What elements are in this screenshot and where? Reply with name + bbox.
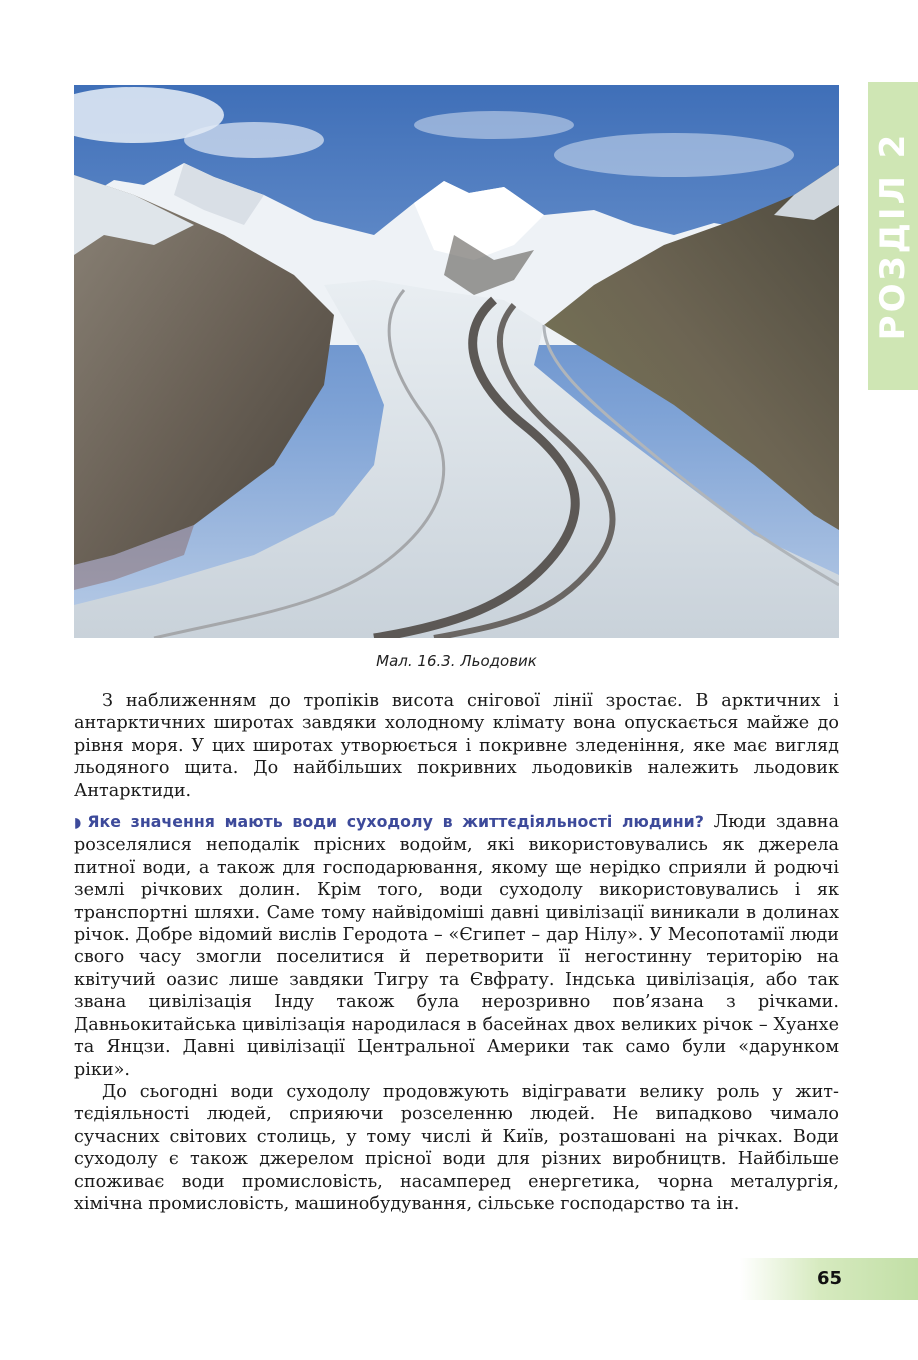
paragraph-2-body: Люди здавна розселялися неподалік прісних водойм, які використовувались як джерела питної води, а також для господарювання, якому ще нерідко сприяли й родючі землі річкових долин. Крім того, води суходолу використовувались і як транспортні шляхи. Саме тому найвідоміші давні цивілізації виникали в долинах річок. Добре відомий вислів Геродота – «Єгипет – дар Нілу». У Месопотамії люди свого часу змогли поселитися й перетворити її негостинну територію на квітучий оазис лише завдяки Тигру та Євфрату. Індська цивілізація, або так звана цивілізація Інду також була нерозривно пов’язана з річками. Давньокитайська цивілізація народилася в басейнах двох великих річок – Хуанхе та Янцзи. Давні цивілізації Центральної Америки так само були «дарунком ріки». — [74, 812, 839, 1080]
page-footer — [740, 1258, 918, 1300]
page-number: 65 — [816, 1268, 842, 1289]
paragraph-2 — [74, 811, 839, 1081]
paragraph-1: З наближенням до тропіків висота снігової лінії зростає. В арктичних і антарктичних широтах завдяки холодному клімату вона опускається майже до рівня моря. У цих широтах утворюється і покривне зледеніння, яке має вигляд льодяного щита. До найбільших покривних льодовиків належить льодовик Антарктиди. — [74, 691, 839, 801]
body-text — [74, 690, 839, 1215]
glacier-illustration — [74, 85, 839, 638]
figure-caption: Мал. 16.3. Льодовик — [376, 652, 537, 670]
section-tab-label: РОЗДІЛ 2 — [873, 131, 913, 341]
glacier-photo — [74, 85, 839, 638]
question-heading: Яке значення мають води суходолу в життєдіяльності людини? — [87, 812, 704, 832]
section-tab — [868, 82, 918, 390]
paragraph-3: До сьогодні води суходолу продовжують відігравати велику роль у життєдіяльності людей, сприяючи розселенню людей. Не випадково чимало сучасних світових столиць, у тому числі й Київ, розташовані на річках. Води суходолу є також джерелом прісної води для різних виробництв. Найбільше споживає води промисловість, насамперед енергетика, чорна металургія, хімічна промисловість, машинобудування, сільське господарство та ін. — [74, 1081, 839, 1214]
bullet-marker-icon: ◗ — [74, 815, 82, 832]
